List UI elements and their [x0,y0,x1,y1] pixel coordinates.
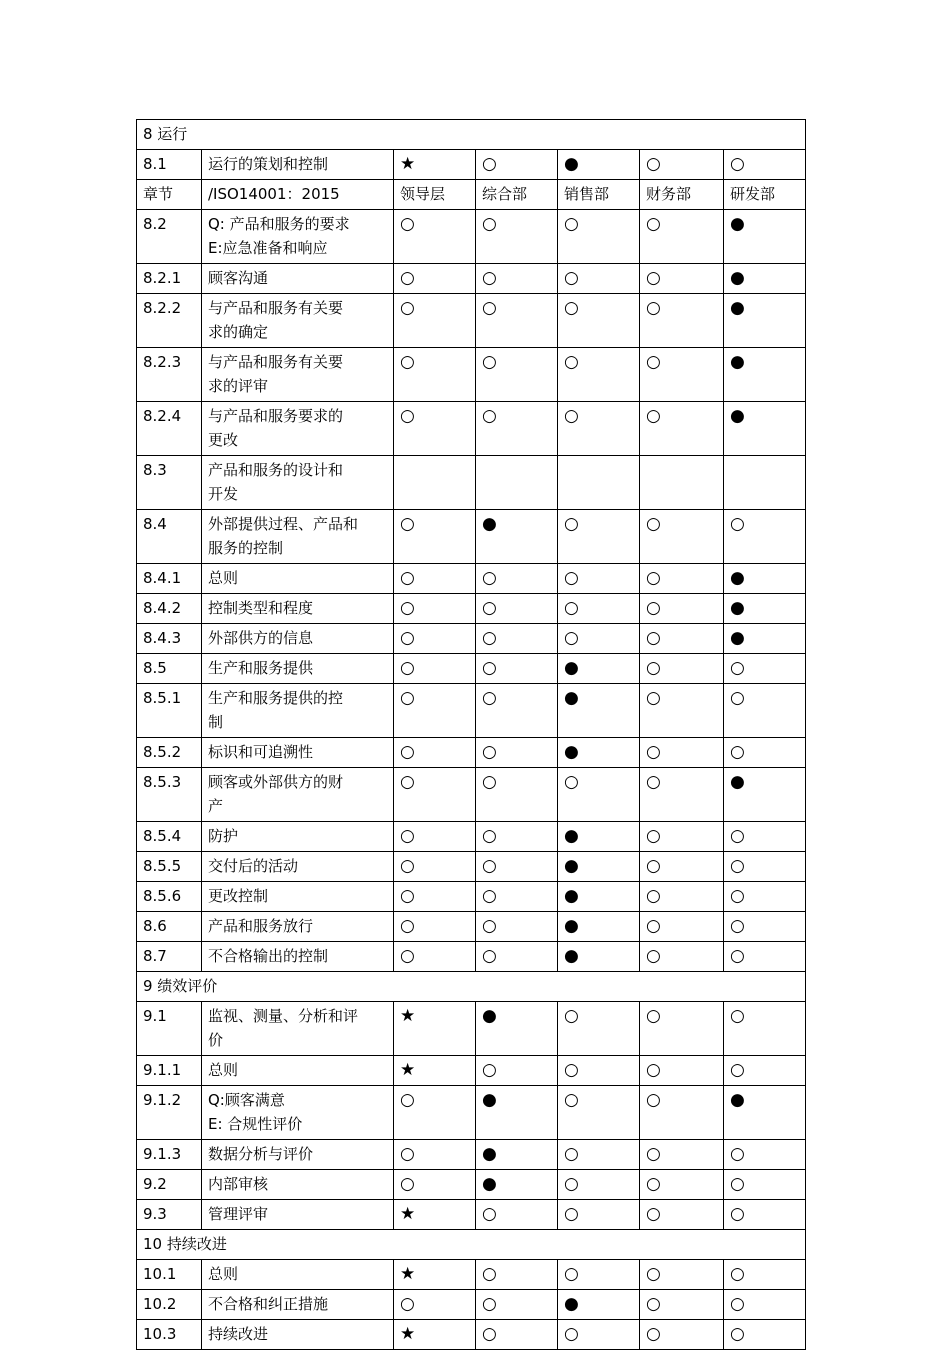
filled-circle-icon: ● [476,1140,558,1170]
clause-description-line: Q:顾客满意 [208,1091,285,1109]
table-row [137,684,806,738]
filled-circle-icon: ● [476,1086,558,1140]
clause-number: 8.4 [137,510,202,564]
open-circle-icon: ○ [394,210,476,264]
filled-circle-icon: ● [724,1086,806,1140]
open-circle-icon: ○ [476,1056,558,1086]
filled-circle-icon: ● [724,768,806,822]
open-circle-icon: ○ [394,942,476,972]
clause-description-line: 更改控制 [208,887,269,905]
clause-description [202,624,394,654]
open-circle-icon: ○ [476,1260,558,1290]
clause-number: 8.6 [137,912,202,942]
clause-description-line: 外部供方的信息 [208,629,314,647]
clause-number: 8.5.3 [137,768,202,822]
open-circle-icon: ○ [476,768,558,822]
department-header: 销售部 [558,180,640,210]
table-row [137,654,806,684]
open-circle-icon: ○ [394,402,476,456]
star-icon: ★ [394,150,476,180]
table-row [137,1170,806,1200]
open-circle-icon: ○ [394,684,476,738]
open-circle-icon: ○ [558,1140,640,1170]
open-circle-icon: ○ [476,402,558,456]
empty-cell [394,456,476,510]
open-circle-icon: ○ [394,738,476,768]
clause-description [202,348,394,402]
open-circle-icon: ○ [476,912,558,942]
department-header: 综合部 [476,180,558,210]
table-row [137,402,806,456]
open-circle-icon: ○ [640,1056,724,1086]
open-circle-icon: ○ [476,594,558,624]
open-circle-icon: ○ [558,1170,640,1200]
open-circle-icon: ○ [476,738,558,768]
clause-number: 8.2 [137,210,202,264]
open-circle-icon: ○ [476,1200,558,1230]
open-circle-icon: ○ [724,510,806,564]
star-icon: ★ [394,1056,476,1086]
clause-description-line: 数据分析与评价 [208,1145,314,1163]
clause-number: 9.1.2 [137,1086,202,1140]
table-row [137,1320,806,1350]
clause-description-line: 产品和服务放行 [208,917,314,935]
open-circle-icon: ○ [476,150,558,180]
open-circle-icon: ○ [640,348,724,402]
empty-cell [476,456,558,510]
open-circle-icon: ○ [640,654,724,684]
filled-circle-icon: ● [558,882,640,912]
open-circle-icon: ○ [724,150,806,180]
clause-number: 10.3 [137,1320,202,1350]
filled-circle-icon: ● [724,210,806,264]
table-row [137,768,806,822]
table-row [137,852,806,882]
filled-circle-icon: ● [558,738,640,768]
clause-description-line: 价 [208,1031,224,1049]
clause-description-line: 总则 [208,569,239,587]
open-circle-icon: ○ [558,264,640,294]
open-circle-icon: ○ [476,564,558,594]
open-circle-icon: ○ [558,768,640,822]
open-circle-icon: ○ [394,264,476,294]
open-circle-icon: ○ [724,738,806,768]
clause-description-line: 更改 [208,431,239,449]
table-row [137,882,806,912]
clause-description-line: 总则 [208,1265,239,1283]
clause-description-line: 控制类型和程度 [208,599,314,617]
open-circle-icon: ○ [476,684,558,738]
open-circle-icon: ○ [640,684,724,738]
open-circle-icon: ○ [640,738,724,768]
clause-description [202,1086,394,1140]
clause-description-line: 不合格输出的控制 [208,947,329,965]
clause-description-line: 防护 [208,827,239,845]
section-title: 10 持续改进 [137,1230,806,1260]
clause-number: 8.4.2 [137,594,202,624]
clause-description-line: 生产和服务提供的控 [208,689,344,707]
open-circle-icon: ○ [394,852,476,882]
clause-description-line: 产品和服务的设计和 [208,461,344,479]
open-circle-icon: ○ [394,822,476,852]
clause-number: 8.5.1 [137,684,202,738]
table-row [137,1290,806,1320]
clause-description [202,822,394,852]
filled-circle-icon: ● [558,942,640,972]
filled-circle-icon: ● [724,594,806,624]
open-circle-icon: ○ [640,882,724,912]
open-circle-icon: ○ [640,1200,724,1230]
open-circle-icon: ○ [476,654,558,684]
open-circle-icon: ○ [476,1290,558,1320]
clause-description [202,264,394,294]
clause-description-line: E:应急准备和响应 [208,239,328,257]
column-header-row [137,180,806,210]
clause-number: 8.4.1 [137,564,202,594]
table-row [137,1086,806,1140]
clause-description [202,942,394,972]
open-circle-icon: ○ [724,1260,806,1290]
open-circle-icon: ○ [558,624,640,654]
clause-description [202,654,394,684]
table-row [137,510,806,564]
clause-description [202,456,394,510]
clause-number: 8.3 [137,456,202,510]
filled-circle-icon: ● [724,402,806,456]
open-circle-icon: ○ [640,294,724,348]
clause-description-line: 求的评审 [208,377,269,395]
table-row [137,1260,806,1290]
table-row [137,564,806,594]
clause-number: 8.1 [137,150,202,180]
clause-description-line: 标识和可追溯性 [208,743,314,761]
clause-description [202,1320,394,1350]
clause-number: 8.2.3 [137,348,202,402]
open-circle-icon: ○ [558,402,640,456]
open-circle-icon: ○ [640,1320,724,1350]
open-circle-icon: ○ [724,1002,806,1056]
open-circle-icon: ○ [724,1290,806,1320]
open-circle-icon: ○ [724,1056,806,1086]
open-circle-icon: ○ [724,882,806,912]
open-circle-icon: ○ [394,882,476,912]
table-row [137,264,806,294]
clause-number: 8.4.3 [137,624,202,654]
open-circle-icon: ○ [476,264,558,294]
table-row [137,624,806,654]
open-circle-icon: ○ [394,768,476,822]
filled-circle-icon: ● [724,348,806,402]
clause-description-line: 生产和服务提供 [208,659,314,677]
open-circle-icon: ○ [394,348,476,402]
empty-cell [724,456,806,510]
clause-description-line: 外部提供过程、产品和 [208,515,359,533]
filled-circle-icon: ● [476,1170,558,1200]
open-circle-icon: ○ [558,348,640,402]
filled-circle-icon: ● [724,624,806,654]
open-circle-icon: ○ [394,294,476,348]
table-row [137,594,806,624]
clause-description [202,1260,394,1290]
open-circle-icon: ○ [558,1056,640,1086]
clause-number: 8.5.2 [137,738,202,768]
clause-description-line: 与产品和服务有关要 [208,353,344,371]
filled-circle-icon: ● [558,852,640,882]
clause-description [202,852,394,882]
open-circle-icon: ○ [724,1200,806,1230]
open-circle-icon: ○ [640,210,724,264]
clause-number: 10.1 [137,1260,202,1290]
open-circle-icon: ○ [640,1170,724,1200]
clause-description-line: 监视、测量、分析和评 [208,1007,359,1025]
open-circle-icon: ○ [394,1170,476,1200]
clause-description [202,594,394,624]
standard-header: /ISO14001：2015 [202,180,394,210]
clause-description-line: 顾客沟通 [208,269,269,287]
clause-number: 9.1.1 [137,1056,202,1086]
clause-description [202,564,394,594]
open-circle-icon: ○ [476,294,558,348]
open-circle-icon: ○ [640,822,724,852]
open-circle-icon: ○ [476,822,558,852]
clause-description [202,210,394,264]
clause-description [202,1290,394,1320]
open-circle-icon: ○ [476,624,558,654]
section-row [137,1230,806,1260]
table-row [137,150,806,180]
clause-description [202,402,394,456]
open-circle-icon: ○ [640,912,724,942]
open-circle-icon: ○ [640,564,724,594]
open-circle-icon: ○ [558,1320,640,1350]
open-circle-icon: ○ [558,1200,640,1230]
table-row [137,942,806,972]
open-circle-icon: ○ [394,510,476,564]
open-circle-icon: ○ [558,510,640,564]
table-row [137,822,806,852]
clause-description [202,768,394,822]
clause-number: 9.3 [137,1200,202,1230]
open-circle-icon: ○ [558,1260,640,1290]
clause-number: 10.2 [137,1290,202,1320]
table-row [137,738,806,768]
clause-number: 8.2.4 [137,402,202,456]
open-circle-icon: ○ [476,882,558,912]
star-icon: ★ [394,1200,476,1230]
clause-description-line: 不合格和纠正措施 [208,1295,329,1313]
open-circle-icon: ○ [640,942,724,972]
department-header: 财务部 [640,180,724,210]
open-circle-icon: ○ [558,594,640,624]
open-circle-icon: ○ [724,1320,806,1350]
clause-description-line: 内部审核 [208,1175,269,1193]
clause-description [202,1140,394,1170]
open-circle-icon: ○ [558,294,640,348]
section-title: 8 运行 [137,120,806,150]
open-circle-icon: ○ [558,210,640,264]
filled-circle-icon: ● [558,150,640,180]
open-circle-icon: ○ [476,1320,558,1350]
clause-description [202,1170,394,1200]
table-row [137,1140,806,1170]
clause-description [202,912,394,942]
open-circle-icon: ○ [640,264,724,294]
open-circle-icon: ○ [640,1140,724,1170]
star-icon: ★ [394,1260,476,1290]
open-circle-icon: ○ [640,150,724,180]
table-row [137,912,806,942]
clause-description-line: 产 [208,797,224,815]
clause-description [202,882,394,912]
open-circle-icon: ○ [724,1170,806,1200]
section-row [137,120,806,150]
table-row [137,348,806,402]
clause-description [202,1056,394,1086]
open-circle-icon: ○ [394,624,476,654]
open-circle-icon: ○ [476,942,558,972]
open-circle-icon: ○ [394,1140,476,1170]
table-row [137,1002,806,1056]
open-circle-icon: ○ [640,1002,724,1056]
clause-description-line: 持续改进 [208,1325,269,1343]
open-circle-icon: ○ [724,1140,806,1170]
table-row [137,1200,806,1230]
department-header: 研发部 [724,180,806,210]
clause-number: 8.5.6 [137,882,202,912]
clause-description-line: 制 [208,713,224,731]
open-circle-icon: ○ [640,624,724,654]
table-row [137,456,806,510]
section-title: 9 绩效评价 [137,972,806,1002]
filled-circle-icon: ● [724,264,806,294]
open-circle-icon: ○ [640,510,724,564]
section-row [137,972,806,1002]
open-circle-icon: ○ [724,822,806,852]
open-circle-icon: ○ [640,1290,724,1320]
star-icon: ★ [394,1320,476,1350]
table-row [137,294,806,348]
open-circle-icon: ○ [558,1086,640,1140]
clause-number: 8.7 [137,942,202,972]
clause-number: 8.2.2 [137,294,202,348]
chapter-header: 章节 [137,180,202,210]
clause-number: 8.2.1 [137,264,202,294]
clause-description-line: 顾客或外部供方的财 [208,773,344,791]
clause-description-line: 与产品和服务要求的 [208,407,344,425]
empty-cell [558,456,640,510]
clause-description-line: 总则 [208,1061,239,1079]
open-circle-icon: ○ [394,912,476,942]
open-circle-icon: ○ [640,594,724,624]
table-body [137,120,806,1350]
open-circle-icon: ○ [724,684,806,738]
open-circle-icon: ○ [640,402,724,456]
clause-description-line: E: 合规性评价 [208,1115,303,1133]
clause-description [202,510,394,564]
clause-description-line: 运行的策划和控制 [208,155,329,173]
open-circle-icon: ○ [724,852,806,882]
open-circle-icon: ○ [394,1290,476,1320]
clause-number: 9.1.3 [137,1140,202,1170]
clause-number: 9.1 [137,1002,202,1056]
filled-circle-icon: ● [558,822,640,852]
table-row [137,1056,806,1086]
clause-description [202,1200,394,1230]
clause-number: 8.5.5 [137,852,202,882]
filled-circle-icon: ● [558,654,640,684]
empty-cell [640,456,724,510]
open-circle-icon: ○ [558,1002,640,1056]
open-circle-icon: ○ [724,654,806,684]
clause-description-line: 开发 [208,485,239,503]
filled-circle-icon: ● [476,1002,558,1056]
responsibility-matrix-table [136,119,806,1350]
open-circle-icon: ○ [394,1086,476,1140]
clause-description-line: 交付后的活动 [208,857,299,875]
clause-description-line: 管理评审 [208,1205,269,1223]
clause-number: 9.2 [137,1170,202,1200]
clause-number: 8.5.4 [137,822,202,852]
clause-number: 8.5 [137,654,202,684]
clause-description [202,684,394,738]
clause-description-line: Q: 产品和服务的要求 [208,215,350,233]
open-circle-icon: ○ [724,912,806,942]
clause-description [202,294,394,348]
star-icon: ★ [394,1002,476,1056]
clause-description [202,1002,394,1056]
filled-circle-icon: ● [558,1290,640,1320]
open-circle-icon: ○ [640,1086,724,1140]
open-circle-icon: ○ [476,852,558,882]
filled-circle-icon: ● [724,564,806,594]
open-circle-icon: ○ [724,942,806,972]
filled-circle-icon: ● [558,684,640,738]
department-header: 领导层 [394,180,476,210]
filled-circle-icon: ● [558,912,640,942]
open-circle-icon: ○ [640,1260,724,1290]
open-circle-icon: ○ [640,852,724,882]
filled-circle-icon: ● [724,294,806,348]
open-circle-icon: ○ [394,654,476,684]
clause-description-line: 与产品和服务有关要 [208,299,344,317]
open-circle-icon: ○ [394,564,476,594]
open-circle-icon: ○ [394,594,476,624]
clause-description [202,150,394,180]
open-circle-icon: ○ [640,768,724,822]
open-circle-icon: ○ [476,210,558,264]
table-row [137,210,806,264]
clause-description [202,738,394,768]
open-circle-icon: ○ [558,564,640,594]
clause-description-line: 服务的控制 [208,539,284,557]
clause-description-line: 求的确定 [208,323,269,341]
open-circle-icon: ○ [476,348,558,402]
filled-circle-icon: ● [476,510,558,564]
